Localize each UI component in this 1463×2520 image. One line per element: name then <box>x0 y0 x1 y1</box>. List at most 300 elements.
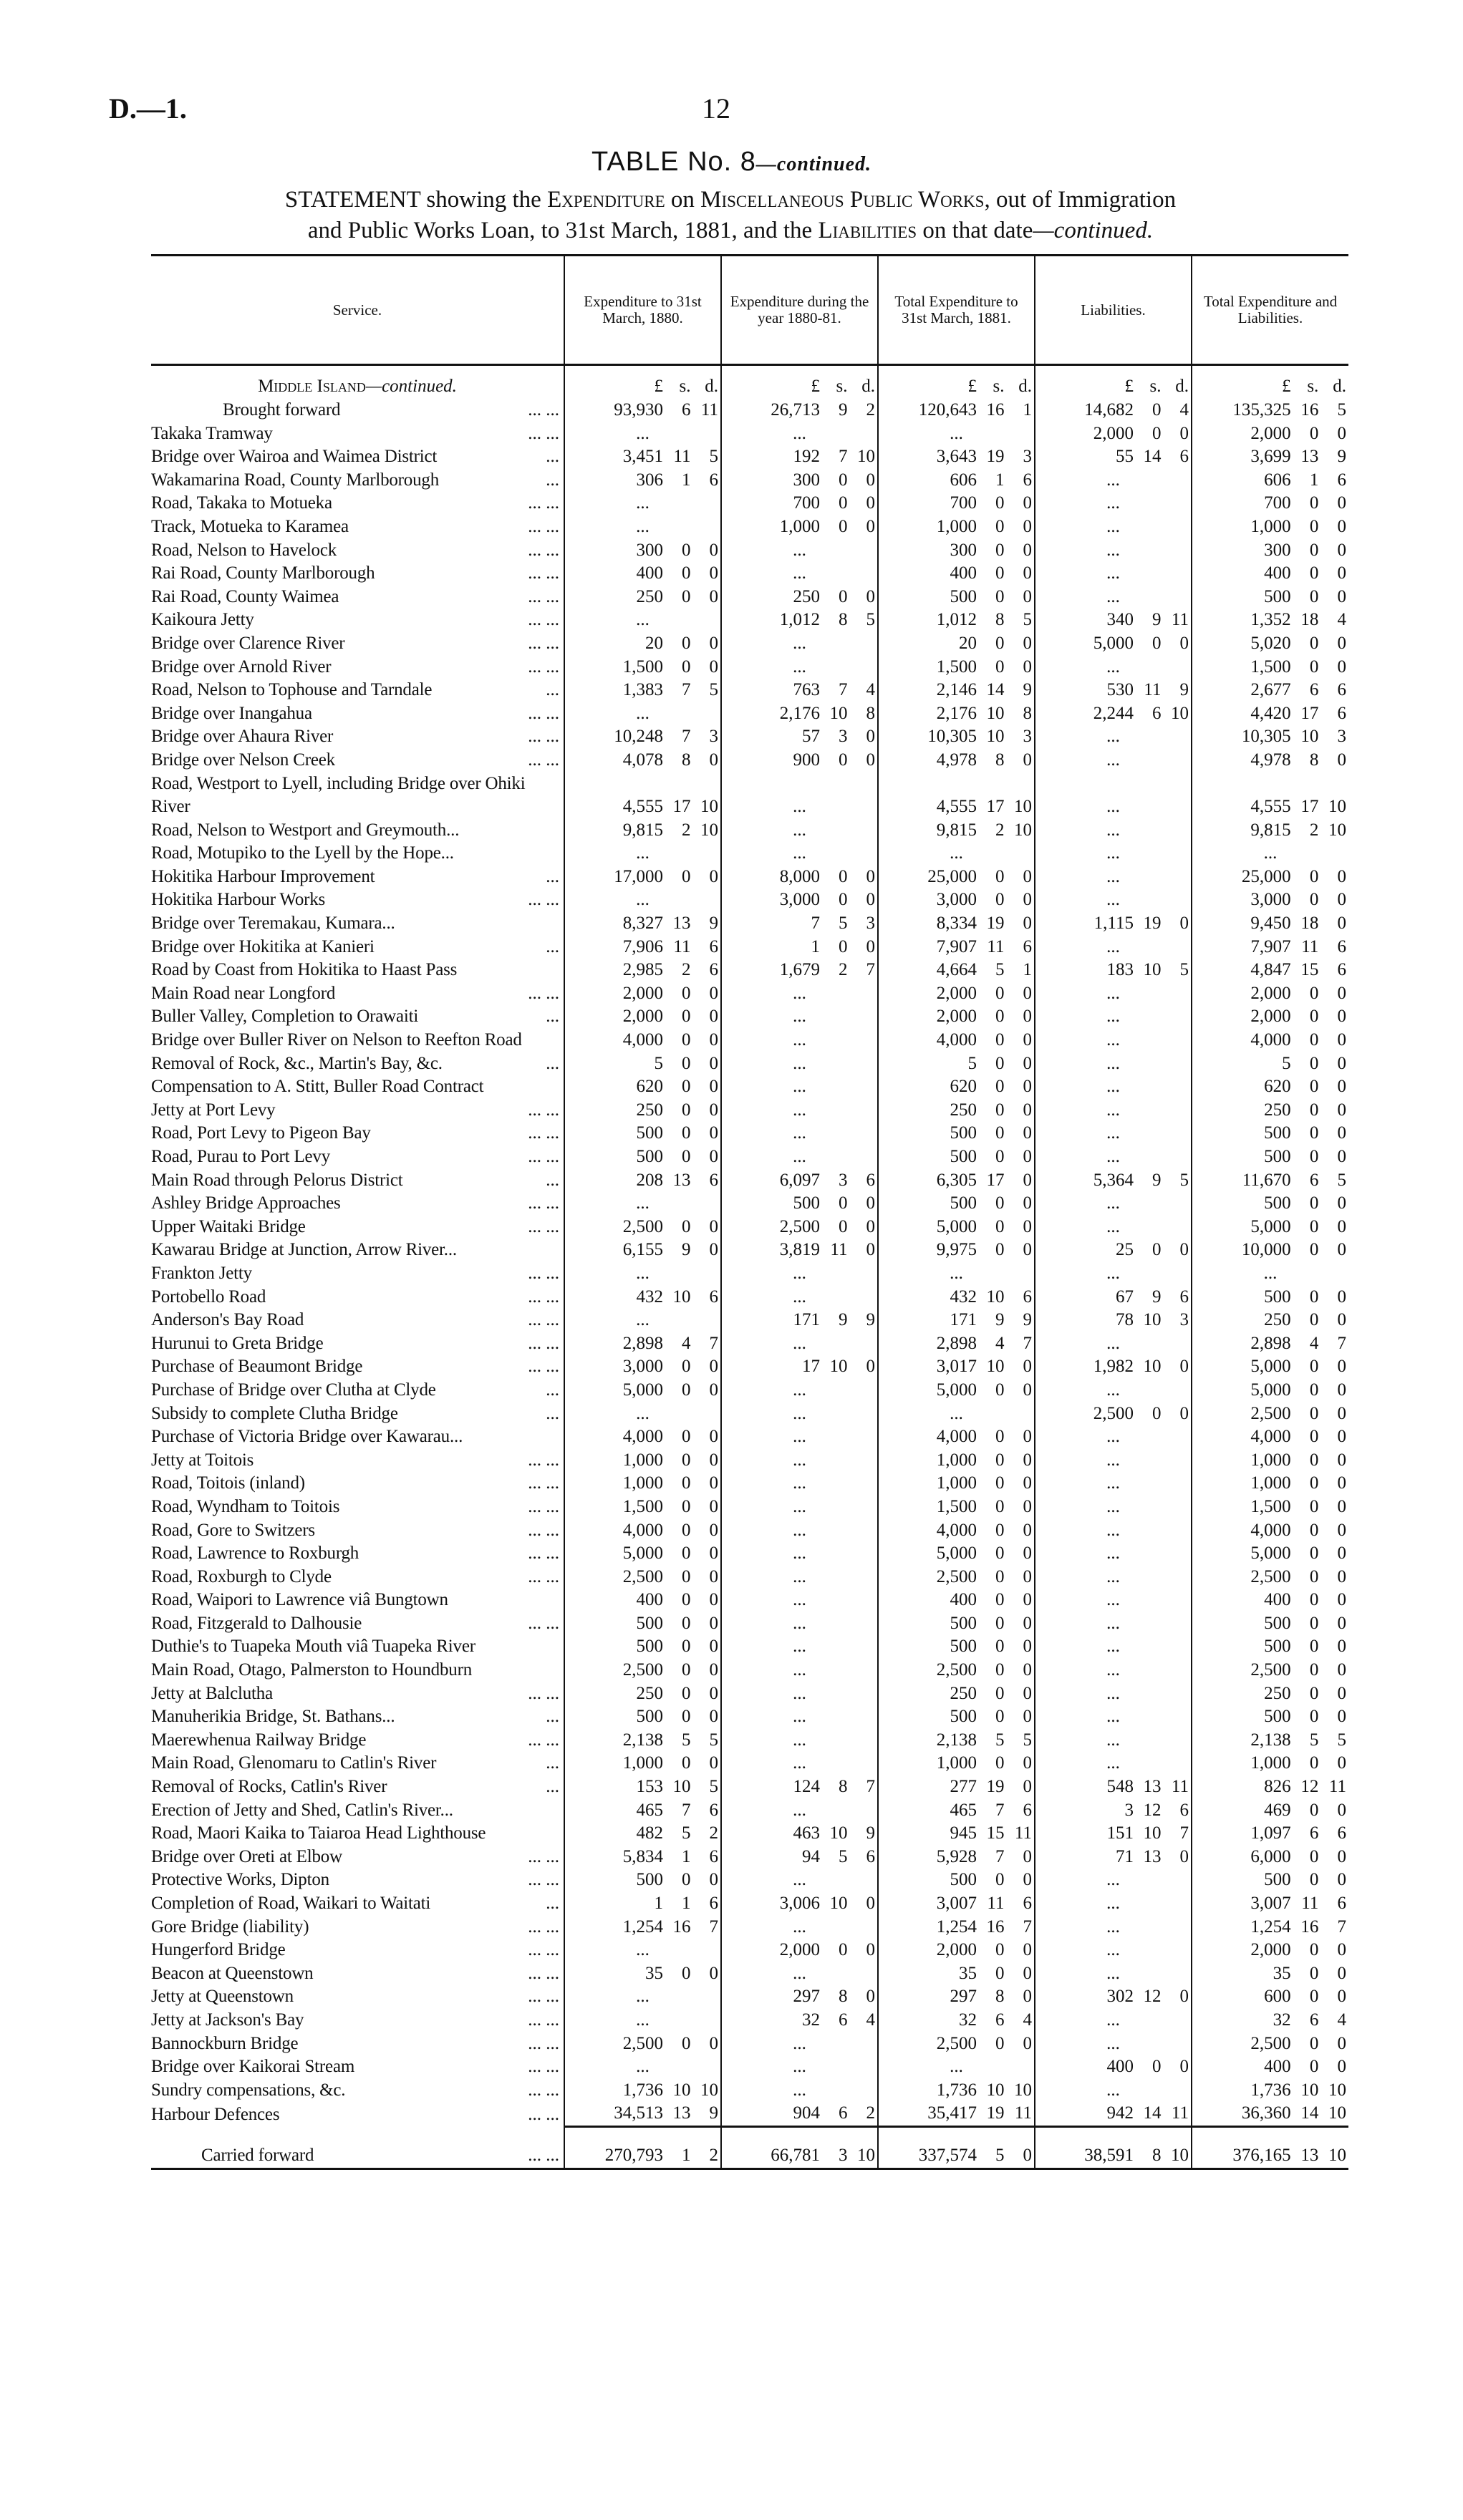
shillings: 0 <box>1309 1753 1319 1773</box>
pounds: 500 <box>950 1613 977 1633</box>
amount <box>1192 1379 1348 1402</box>
pence: 0 <box>866 470 875 490</box>
amount-liabilities: ... <box>1035 2032 1192 2056</box>
pounds: 5,364 <box>1093 1170 1134 1190</box>
amount <box>565 1682 720 1706</box>
shillings: 17 <box>986 797 1005 817</box>
pence: 9 <box>1023 680 1032 700</box>
amount-total-expenditure-1881 <box>878 1799 1035 1823</box>
pence: 0 <box>709 1380 718 1400</box>
pounds: 1,000 <box>936 1473 977 1493</box>
shillings: 0 <box>681 633 691 653</box>
amount-expenditure-1880-81 <box>721 866 878 889</box>
amount-total-expenditure-1881 <box>878 725 1035 749</box>
amount <box>879 586 1034 609</box>
pence: 0 <box>1179 1357 1189 1377</box>
amount-expenditure-1880 <box>564 1612 721 1636</box>
shillings: 17 <box>1300 797 1319 817</box>
shillings: 0 <box>681 1357 691 1377</box>
amount-liabilities: ... <box>1035 1122 1192 1145</box>
leader-dots: ... ... <box>528 1310 559 1330</box>
pence: 5 <box>1023 610 1032 630</box>
shillings: 0 <box>995 1427 1005 1447</box>
amount-liabilities <box>1035 609 1192 632</box>
shillings: 16 <box>1300 1916 1319 1937</box>
amount-total-with-liabilities <box>1192 1846 1348 1869</box>
amount-expenditure-1880-81 <box>721 1822 878 1846</box>
pence: 0 <box>1337 586 1346 606</box>
shillings: 0 <box>681 1613 691 1633</box>
amount-total-with-liabilities <box>1192 1659 1348 1682</box>
shillings: 0 <box>838 750 848 770</box>
pence: 4 <box>1337 2010 1346 2030</box>
shillings: 18 <box>1300 610 1319 630</box>
service-cell <box>151 1239 564 1262</box>
pence: 2 <box>866 400 875 420</box>
amount <box>1192 1705 1348 1729</box>
amount-liabilities: ... <box>1035 1566 1192 1589</box>
pence: 0 <box>1023 1940 1032 1960</box>
shillings: 0 <box>995 1077 1005 1097</box>
amount-total-expenditure-1881 <box>878 1496 1035 1519</box>
service-cell <box>151 702 564 726</box>
service-label: Portobello Road <box>151 1286 266 1307</box>
amount-total-with-liabilities <box>1192 1355 1348 1379</box>
amount-liabilities <box>1035 679 1192 702</box>
amount-expenditure-1880 <box>564 1916 721 1939</box>
amount-expenditure-1880 <box>564 586 721 609</box>
pence: 0 <box>1023 1380 1032 1400</box>
shillings: 0 <box>1309 1053 1319 1073</box>
shilling-unit: s. <box>1149 377 1162 397</box>
shillings: 6 <box>1309 680 1319 700</box>
amount <box>879 2079 1034 2103</box>
service-label: Rai Road, County Marlborough <box>151 563 375 583</box>
amount <box>879 1099 1034 1123</box>
amount-total-with-liabilities <box>1192 1705 1348 1729</box>
amount-expenditure-1880 <box>564 1355 721 1379</box>
amount <box>879 1169 1034 1193</box>
amount <box>722 1239 877 1262</box>
amount-expenditure-1880-81 <box>721 1309 878 1332</box>
table-row <box>151 1145 1348 1169</box>
pence: 6 <box>1179 1286 1189 1307</box>
pence: 0 <box>1023 1707 1032 1727</box>
amount <box>565 1145 720 1169</box>
shillings: 0 <box>995 1496 1005 1516</box>
service-cell <box>151 469 564 493</box>
pounds: 4,555 <box>1250 797 1291 817</box>
shillings: 0 <box>681 1544 691 1564</box>
shillings: 18 <box>1300 914 1319 934</box>
service-label: Bridge over Arnold River <box>151 656 332 677</box>
pence: 0 <box>1023 1753 1032 1773</box>
pence: 0 <box>1337 1077 1346 1097</box>
amount <box>879 1449 1034 1473</box>
pence: 0 <box>1337 1846 1346 1866</box>
table-row <box>151 866 1348 889</box>
amount-expenditure-1880: ... <box>564 2055 721 2079</box>
pounds: 25 <box>1115 1240 1134 1260</box>
amount <box>1035 445 1191 469</box>
shillings: 5 <box>838 1846 848 1866</box>
service-cell <box>151 2102 564 2126</box>
pounds: 500 <box>950 1193 977 1213</box>
shillings: 0 <box>838 1940 848 1960</box>
amount-liabilities: ... <box>1035 1075 1192 1099</box>
service-label: Harbour Defences <box>151 2104 280 2124</box>
pence: 0 <box>709 1473 718 1493</box>
amount-expenditure-1880-81 <box>721 1939 878 1962</box>
amount <box>1192 1496 1348 1519</box>
amount-liabilities <box>1035 702 1192 726</box>
amount-total-with-liabilities <box>1192 445 1348 469</box>
shillings: 0 <box>1309 2033 1319 2053</box>
pence: 0 <box>709 1030 718 1050</box>
shillings: 0 <box>681 563 691 583</box>
amount-liabilities: ... <box>1035 1496 1192 1519</box>
leader-dots: ... <box>546 1777 559 1797</box>
pounds: 17,000 <box>614 866 663 886</box>
amount <box>565 1216 720 1239</box>
pence: 0 <box>1337 1940 1346 1960</box>
amount-total-expenditure-1881 <box>878 702 1035 726</box>
amount-total-expenditure-1881 <box>878 1145 1035 1169</box>
service-label: Frankton Jetty <box>151 1263 252 1283</box>
amount <box>565 1122 720 1145</box>
shillings: 9 <box>838 1310 848 1330</box>
shillings: 13 <box>672 914 691 934</box>
amount-expenditure-1880 <box>564 912 721 936</box>
pounds: 1,254 <box>622 1916 663 1937</box>
pence: 7 <box>866 960 875 980</box>
amount-expenditure-1880-81: ... <box>721 1449 878 1473</box>
table-row <box>151 1659 1348 1682</box>
service-label: Road, Waipori to Lawrence viâ Bungtown <box>151 1590 448 1610</box>
pence: 0 <box>1337 1427 1346 1447</box>
units-cell <box>564 365 721 399</box>
pence: 0 <box>1337 1240 1346 1260</box>
pence: 0 <box>709 1613 718 1633</box>
pence: 7 <box>709 1333 718 1353</box>
service-label: Hokitika Harbour Improvement <box>151 866 375 886</box>
shillings: 0 <box>1309 866 1319 886</box>
pence: 0 <box>1023 1660 1032 1680</box>
pence: 0 <box>1337 1637 1346 1657</box>
shillings: 11 <box>830 1240 848 1260</box>
shillings: 0 <box>1309 493 1319 513</box>
pounds: 4,978 <box>1250 750 1291 770</box>
amount <box>565 1239 720 1262</box>
pounds: 5,000 <box>622 1380 663 1400</box>
pence: 0 <box>1023 1077 1032 1097</box>
leader-dots: ... ... <box>528 1683 559 1703</box>
pounds: 35,417 <box>927 2103 977 2123</box>
shillings: 15 <box>986 1823 1005 1843</box>
pounds: 500 <box>950 586 977 606</box>
amount-total-with-liabilities <box>1192 1122 1348 1145</box>
shillings: 0 <box>995 656 1005 677</box>
pounds: 1 <box>654 1894 663 1913</box>
amount <box>879 1425 1034 1449</box>
amount-liabilities: ... <box>1035 1659 1192 1682</box>
amount-expenditure-1880 <box>564 1705 721 1729</box>
amount-expenditure-1880 <box>564 1682 721 1706</box>
amount <box>722 1939 877 1962</box>
shillings: 7 <box>995 1846 1005 1866</box>
table-row <box>151 1052 1348 1076</box>
amount-liabilities: ... <box>1035 1752 1192 1775</box>
service-cell <box>151 1682 564 1706</box>
amount <box>565 866 720 889</box>
shillings: 8 <box>681 750 691 770</box>
document-reference: D.—1. <box>109 92 187 125</box>
pounds: 5 <box>654 1053 663 1073</box>
service-label: Subsidy to complete Clutha Bridge <box>151 1403 398 1423</box>
pence: 0 <box>1023 1566 1032 1586</box>
amount-expenditure-1880 <box>564 1846 721 1869</box>
amount <box>1035 2055 1191 2079</box>
amount <box>565 982 720 1006</box>
pence: 0 <box>1337 633 1346 653</box>
pounds: 66,781 <box>771 2146 820 2166</box>
table-body <box>151 365 1348 2169</box>
table-row <box>151 1122 1348 1145</box>
pence: 0 <box>1023 1240 1032 1260</box>
shillings: 0 <box>681 1870 691 1890</box>
pounds: 2,000 <box>936 983 977 1003</box>
units <box>1192 375 1348 399</box>
pounds: 26,713 <box>771 400 820 420</box>
amount-expenditure-1880-81 <box>721 702 878 726</box>
amount <box>879 1635 1034 1659</box>
pounds: 250 <box>636 1100 663 1120</box>
pounds: 4,000 <box>622 1427 663 1447</box>
amount-liabilities <box>1035 422 1192 446</box>
pounds: 2,500 <box>936 1660 977 1680</box>
amount-total-expenditure-1881 <box>878 1682 1035 1706</box>
amount <box>879 1052 1034 1076</box>
table-row <box>151 1286 1348 1309</box>
amount-total-expenditure-1881 <box>878 1216 1035 1239</box>
pounds: 500 <box>636 1613 663 1633</box>
pence: 0 <box>709 563 718 583</box>
pence: 0 <box>1179 2057 1189 2077</box>
amount-total-with-liabilities <box>1192 1519 1348 1543</box>
shilling-unit: s. <box>1307 377 1319 397</box>
amount-expenditure-1880 <box>564 399 721 422</box>
service-cell <box>151 1659 564 1682</box>
amount <box>565 1799 720 1823</box>
pence: 0 <box>1179 1240 1189 1260</box>
amount-expenditure-1880: ... <box>564 702 721 726</box>
amount-total-with-liabilities <box>1192 1449 1348 1473</box>
leader-dots: ... ... <box>528 2057 559 2077</box>
amount <box>1035 1355 1191 1379</box>
pence: 0 <box>1337 1123 1346 1143</box>
amount <box>1192 1005 1348 1029</box>
shillings: 0 <box>681 1566 691 1586</box>
amount-expenditure-1880-81: ... <box>721 1402 878 1426</box>
pence: 6 <box>709 1170 718 1190</box>
amount-expenditure-1880: ... <box>564 492 721 515</box>
pence: 10 <box>1171 2146 1189 2166</box>
amount <box>1192 1612 1348 1636</box>
pence: 0 <box>709 1496 718 1516</box>
statement-text: and Public Works Loan, to 31st March, 1881, and the <box>307 218 819 243</box>
amount <box>879 1192 1034 1216</box>
pounds: 3 <box>1124 1800 1134 1820</box>
table-row <box>151 1262 1348 1286</box>
shillings: 8 <box>838 1777 848 1797</box>
leader-dots: ... ... <box>528 1846 559 1866</box>
amount-expenditure-1880-81: ... <box>721 1916 878 1939</box>
service-cell <box>151 2079 564 2103</box>
pounds: 400 <box>950 563 977 583</box>
amount-total-expenditure-1881 <box>878 1332 1035 1356</box>
pence: 0 <box>1023 866 1032 886</box>
amount-total-with-liabilities <box>1192 1309 1348 1332</box>
pounds: 4,000 <box>936 1030 977 1050</box>
amount <box>565 679 720 702</box>
shillings: 16 <box>672 1916 691 1937</box>
pounds: 32 <box>1273 2010 1291 2030</box>
amount <box>879 1286 1034 1309</box>
service-cell <box>151 1729 564 1753</box>
pounds: 10,305 <box>927 727 977 747</box>
amount <box>565 819 720 843</box>
pounds: 5 <box>1282 1053 1291 1073</box>
amount <box>565 1659 720 1682</box>
amount-liabilities: ... <box>1035 1216 1192 1239</box>
pounds: 2,500 <box>1093 1403 1134 1423</box>
pounds: 400 <box>636 1590 663 1610</box>
pounds: 4,000 <box>1250 1427 1291 1447</box>
amount <box>1192 1635 1348 1659</box>
pounds: 3,000 <box>936 890 977 910</box>
pounds: 9,815 <box>936 820 977 840</box>
amount <box>1192 2009 1348 2032</box>
shillings: 2 <box>681 960 691 980</box>
amount <box>879 1752 1034 1775</box>
amount <box>565 1775 720 1799</box>
pounds: 20 <box>958 633 977 653</box>
pounds: 38,591 <box>1084 2146 1134 2166</box>
pounds: 500 <box>1264 1147 1291 1166</box>
pounds: 120,643 <box>918 400 977 420</box>
pence: 0 <box>866 493 875 513</box>
amount <box>879 1822 1034 1846</box>
amount <box>1192 2144 1348 2168</box>
leader-dots: ... ... <box>528 1193 559 1213</box>
amount <box>1192 1659 1348 1682</box>
pence: 7 <box>1337 1916 1346 1937</box>
amount-expenditure-1880-81: ... <box>721 842 878 866</box>
pounds: 530 <box>1106 680 1134 700</box>
pence: 0 <box>709 1660 718 1680</box>
amount-expenditure-1880-81 <box>721 2009 878 2032</box>
pence: 0 <box>1337 1473 1346 1493</box>
amount-expenditure-1880-81: ... <box>721 1659 878 1682</box>
amount-total-expenditure-1881 <box>878 1659 1035 1682</box>
leader-dots: ... ... <box>528 1357 559 1377</box>
service-label: Jetty at Toitois <box>151 1450 254 1470</box>
pence: 0 <box>709 1077 718 1097</box>
shillings: 0 <box>681 1963 691 1983</box>
amount-total-expenditure-1881 <box>878 1635 1035 1659</box>
shillings: 10 <box>829 1894 848 1913</box>
shillings: 10 <box>1143 960 1162 980</box>
amount-expenditure-1880-81: ... <box>721 1962 878 1986</box>
amount <box>722 2102 877 2126</box>
shillings: 10 <box>1143 1310 1162 1330</box>
amount <box>1192 959 1348 982</box>
amount-total-with-liabilities <box>1192 1892 1348 1916</box>
amount-expenditure-1880-81: ... <box>721 1286 878 1309</box>
pence: 5 <box>1179 1170 1189 1190</box>
amount <box>879 1799 1034 1823</box>
shillings: 8 <box>995 1987 1005 2007</box>
amount-total-expenditure-1881: ... <box>878 2055 1035 2079</box>
amount <box>565 469 720 493</box>
amount-total-with-liabilities <box>1192 2032 1348 2056</box>
amount <box>879 749 1034 772</box>
amount-expenditure-1880-81: ... <box>721 1496 878 1519</box>
amount-liabilities: ... <box>1035 1705 1192 1729</box>
pence: 0 <box>1337 540 1346 560</box>
table-row <box>151 399 1348 422</box>
amount-total-expenditure-1881 <box>878 492 1035 515</box>
shillings: 0 <box>1309 890 1319 910</box>
service-label: Main Road through Pelorus District <box>151 1170 403 1190</box>
shillings: 11 <box>987 1894 1005 1913</box>
amount-total-with-liabilities <box>1192 1052 1348 1076</box>
amount <box>565 1752 720 1775</box>
pounds: 620 <box>636 1077 663 1097</box>
pence: 6 <box>709 960 718 980</box>
shillings: 16 <box>986 1916 1005 1937</box>
service-label: Road, Port Levy to Pigeon Bay <box>151 1123 371 1143</box>
amount <box>1192 2079 1348 2103</box>
service-cell <box>151 1192 564 1216</box>
amount-total-expenditure-1881 <box>878 2032 1035 2056</box>
pounds: 124 <box>793 1777 820 1797</box>
amount-total-expenditure-1881 <box>878 1939 1035 1962</box>
amount <box>565 725 720 749</box>
pence: 0 <box>1023 586 1032 606</box>
shillings: 0 <box>995 1707 1005 1727</box>
amount <box>565 1519 720 1543</box>
amount-liabilities <box>1035 1846 1192 1869</box>
pence: 0 <box>709 1240 718 1260</box>
shillings: 0 <box>1309 1240 1319 1260</box>
amount-total-expenditure-1881: ... <box>878 1402 1035 1426</box>
service-label: Road, Roxburgh to Clyde <box>151 1566 332 1586</box>
pence: 0 <box>1179 423 1189 443</box>
amount <box>1192 1729 1348 1753</box>
amount <box>565 1449 720 1473</box>
pence: 6 <box>1337 680 1346 700</box>
table-row <box>151 2009 1348 2032</box>
pence-unit: d. <box>1018 377 1032 397</box>
pence: 0 <box>709 1753 718 1773</box>
pence-unit: d. <box>1333 377 1346 397</box>
pence: 0 <box>1337 423 1346 443</box>
shillings: 17 <box>672 797 691 817</box>
shillings: 17 <box>1300 703 1319 723</box>
pence: 3 <box>1179 1310 1189 1330</box>
service-cell <box>151 888 564 912</box>
